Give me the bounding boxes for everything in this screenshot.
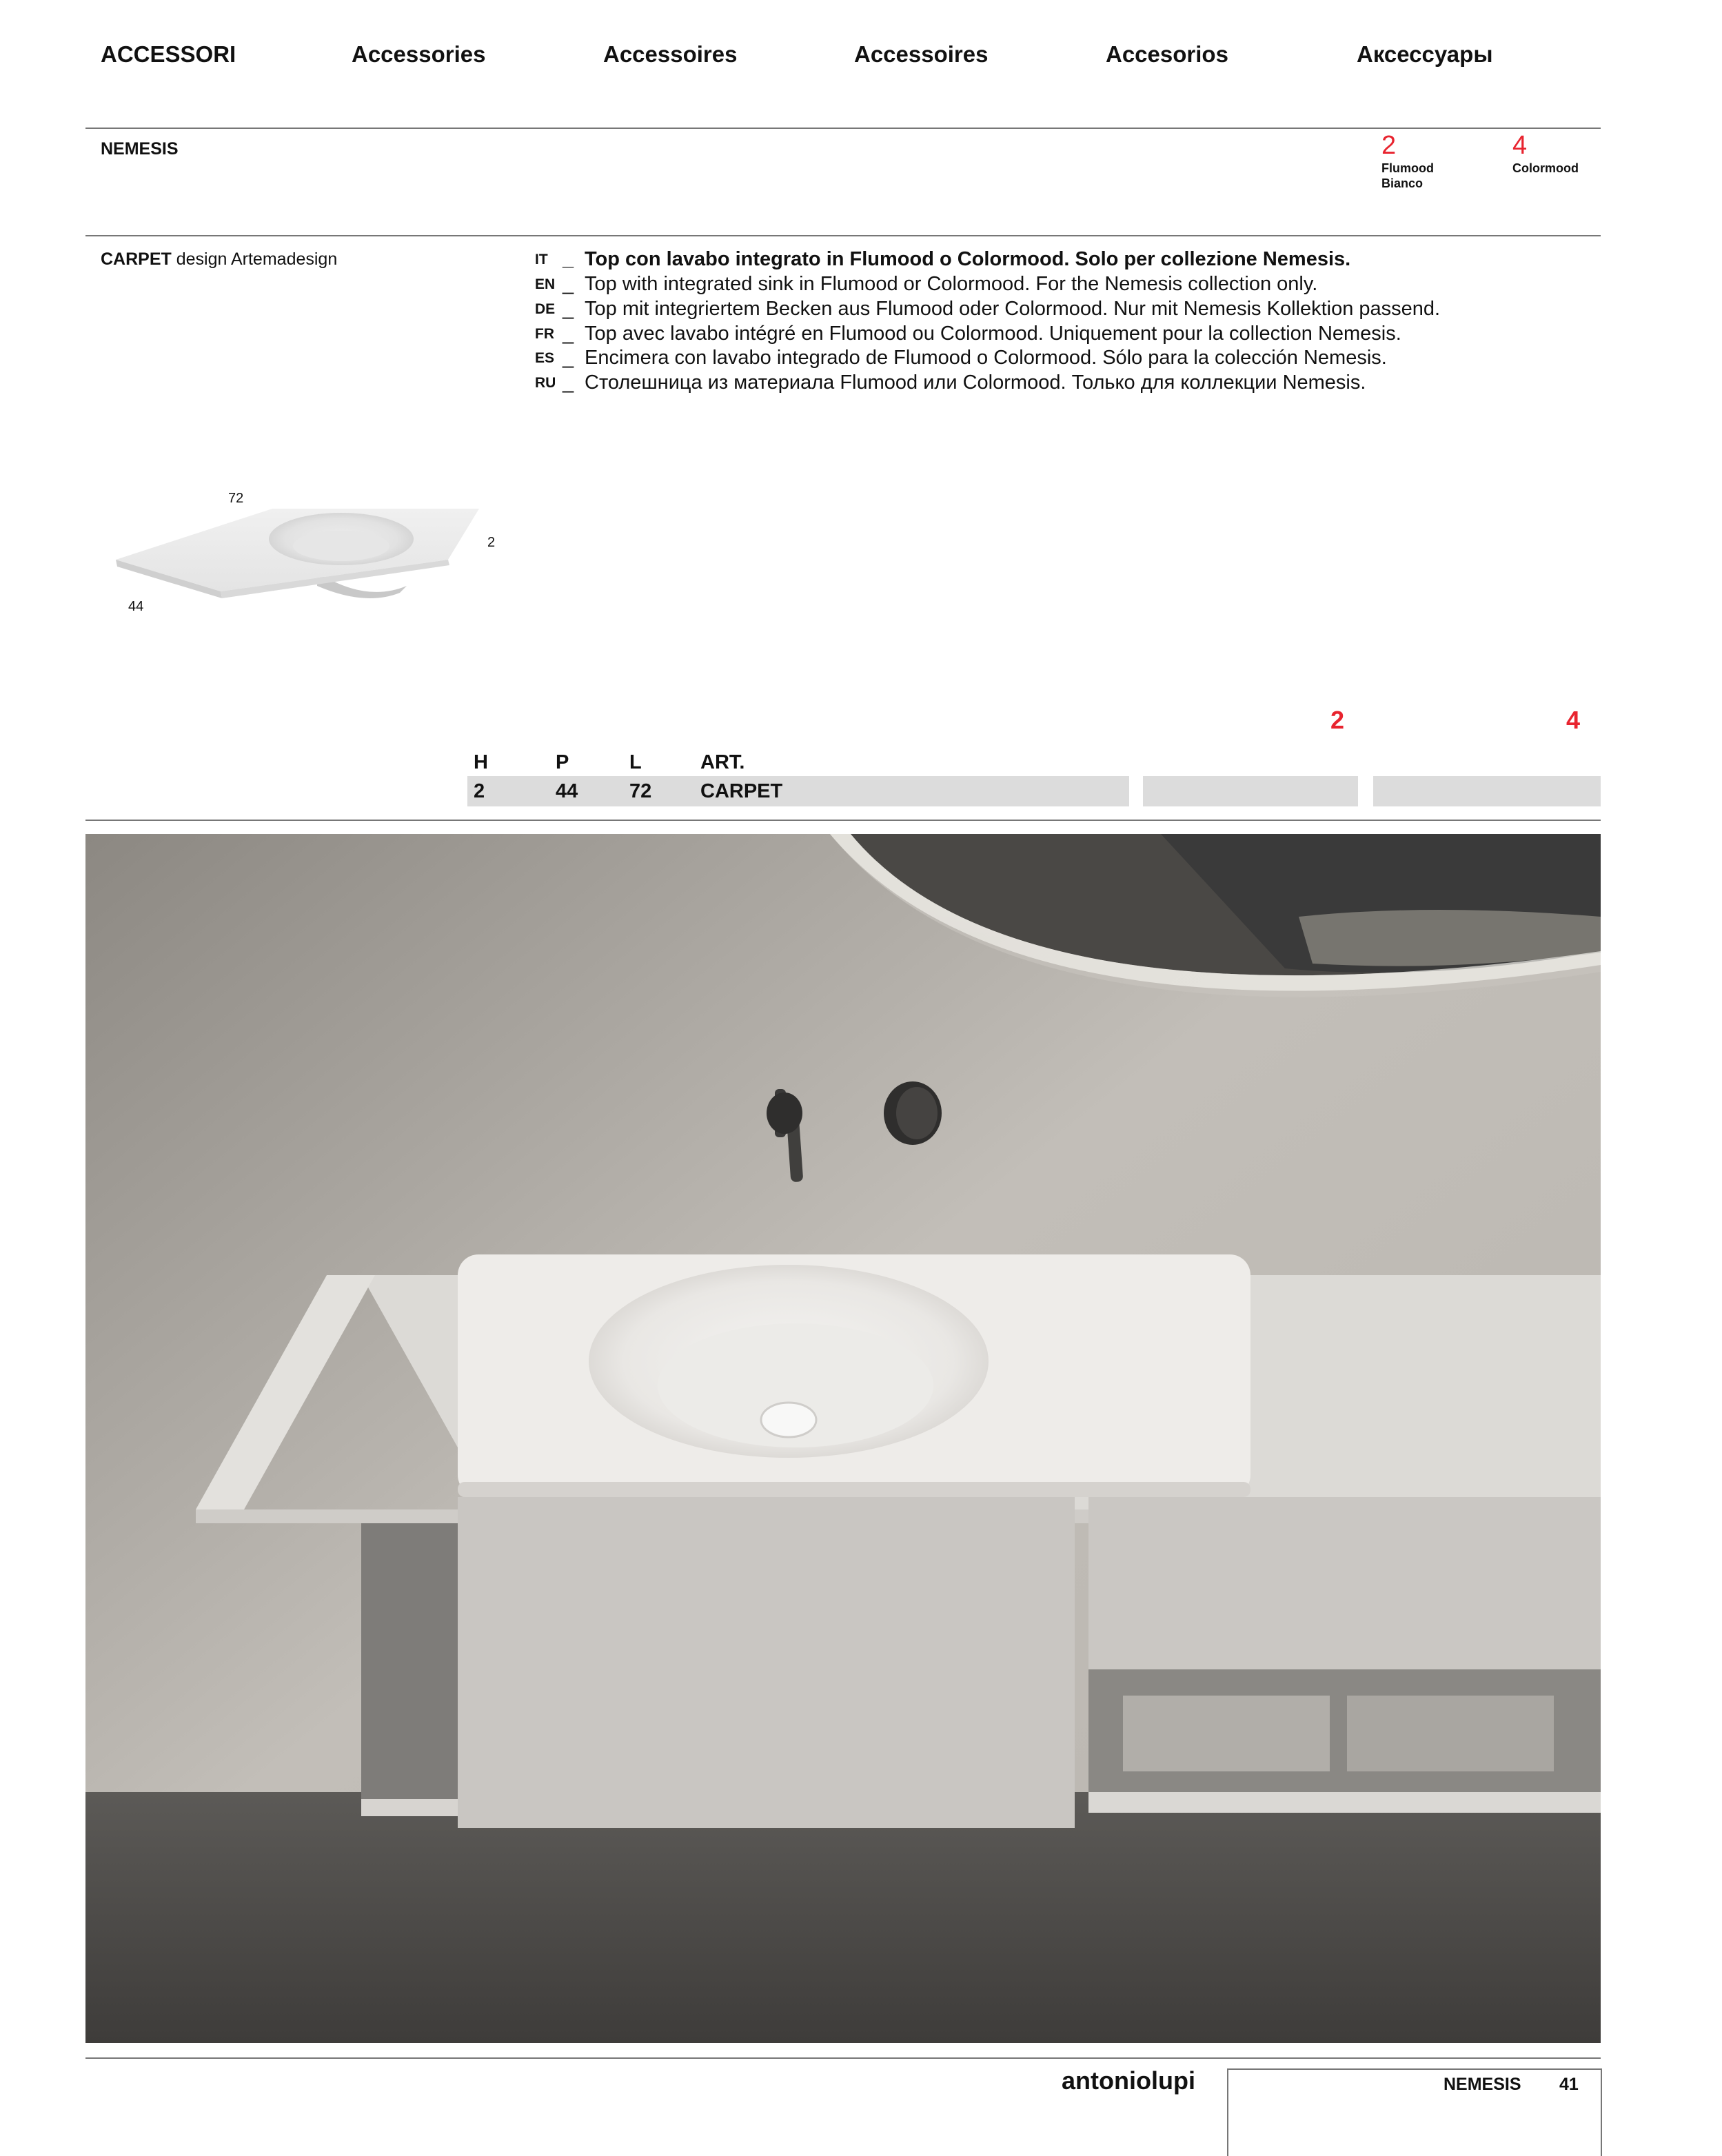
desc-es: ES _ Encimera con lavabo integrado de Flumood o Colormood. Sólo para la colección Nemesis. [535,347,1387,369]
footer-divider [85,2057,1601,2059]
header-lang-en: Accessories [352,41,486,67]
product-photo [85,834,1601,2043]
finish-4 [1512,131,1579,176]
desc-text: Столешница из материала Flumood или Colormood. Только для коллекции Nemesis. [585,372,1366,394]
header-lang-es: Accesorios [1106,41,1228,67]
dim-height: 2 [487,535,496,550]
desc-text: Encimera con lavabo integrado de Flumood o Colormood. Sólo para la colección Nemesis. [585,347,1387,369]
th-h: H [474,751,488,773]
desc-text: Top avec lavabo intégré en Flumood ou Colormood. Uniquement pour la collection Nemesis. [585,323,1401,345]
td-p: 44 [556,780,578,802]
table-divider [85,820,1601,821]
collection-name: NEMESIS [101,139,179,159]
table-cell-finish-2 [1143,776,1358,806]
lang-code: EN [535,276,556,292]
th-p: P [556,751,569,773]
table-finish-2: 2 [1330,706,1345,734]
desc-de: DE _ Top mit integriertem Becken aus Flumood oder Colormood. Nur mit Nemesis Kollektion passend. [535,298,1441,320]
footer-section: NEMESIS [1444,2075,1521,2094]
dim-depth: 44 [128,599,144,614]
header-lang-fr: Accessoires [854,41,989,67]
lang-code: ES [535,350,555,366]
header-divider [85,128,1601,129]
finish-2 [1381,131,1434,191]
brand-logo: antoniolupi [1062,2066,1195,2095]
footer-box [1227,2068,1602,2156]
lang-code: IT [535,252,548,267]
lang-code: FR [535,326,554,342]
page-number: 41 [1559,2075,1579,2094]
product-designer: design Artemadesign [176,250,338,269]
desc-fr: FR _ Top avec lavabo intégré en Flumood ou Colormood. Uniquement pour la collection Nemesis. [535,323,1401,345]
header-lang-de: Accessoires [603,41,738,67]
td-h: 2 [474,780,485,802]
desc-it: IT _ Top con lavabo integrato in Flumood o Colormood. Solo per collezione Nemesis. [535,248,1351,270]
desc-text: Top with integrated sink in Flumood or Colormood. For the Nemesis collection only. [585,273,1318,295]
th-art: ART. [700,751,745,773]
product-name: CARPET [101,250,172,269]
product-drawing [103,482,517,648]
finish-code: 4 [1512,131,1528,160]
product-title [101,250,337,270]
lang-code: RU [535,375,556,391]
table-cell-finish-4 [1373,776,1601,806]
desc-en: EN _ Top with integrated sink in Flumood or Colormood. For the Nemesis collection only. [535,273,1318,295]
desc-text: Top mit integriertem Becken aus Flumood oder Colormood. Nur mit Nemesis Kollektion passend. [585,298,1441,320]
finish-label: Flumood [1381,161,1434,175]
lang-code: DE [535,301,556,317]
desc-text: Top con lavabo integrato in Flumood o Colormood. Solo per collezione Nemesis. [585,248,1351,270]
td-art: CARPET [700,780,783,802]
dim-width: 72 [228,491,244,506]
finish-label: Colormood [1512,161,1579,175]
finish-code: 2 [1381,131,1397,160]
th-l: L [629,751,642,773]
td-l: 72 [629,780,652,802]
finish-label-2: Bianco [1381,176,1424,190]
collection-divider [85,235,1601,236]
header-lang-it: ACCESSORI [101,41,236,67]
desc-ru: RU _ Столешница из материала Flumood или Colormood. Только для коллекции Nemesis. [535,372,1366,394]
header-lang-ru: Аксессуары [1357,41,1493,67]
table-finish-4: 4 [1566,706,1581,734]
